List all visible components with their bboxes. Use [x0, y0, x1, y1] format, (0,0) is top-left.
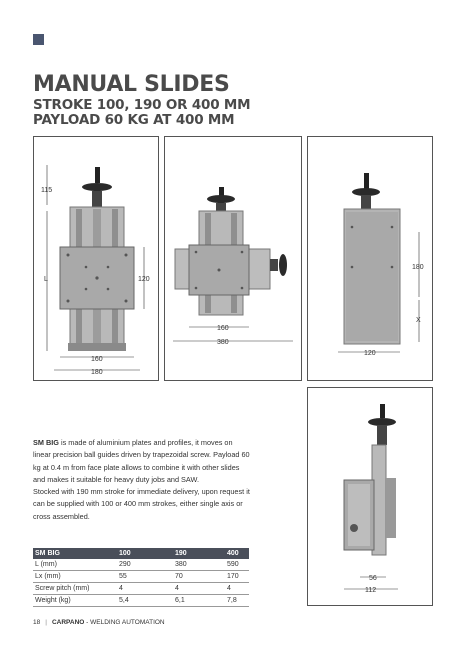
page-number: 18 [33, 619, 41, 626]
header-cell: SM BIG [33, 548, 117, 559]
cross-view-drawing [308, 388, 434, 607]
dim-right-x: X [416, 317, 421, 324]
table-cell: 170 [225, 571, 249, 583]
dim-outer-380: 380 [217, 339, 229, 346]
footer-separator: | [45, 619, 47, 626]
dim-right-120: 120 [138, 276, 150, 283]
table-cell: 380 [173, 559, 225, 571]
dim-bottom-180: 180 [91, 369, 103, 376]
description-paragraph-1 [33, 437, 251, 486]
table-cell: 4 [173, 583, 225, 595]
row-label: Weight (kg) [33, 595, 117, 607]
table-cell: 7,8 [225, 595, 249, 607]
side-view-drawing [308, 137, 434, 382]
horizontal-view-drawing [165, 137, 303, 382]
figure-side-view [307, 136, 433, 381]
page-footer [33, 619, 165, 626]
table-row [33, 583, 249, 595]
footer-section: - WELDING AUTOMATION [84, 619, 165, 626]
table-cell: 4 [117, 583, 173, 595]
product-description [33, 437, 251, 523]
header-cell: 100 [117, 548, 173, 559]
table-row [33, 595, 249, 607]
row-label: Screw pitch (mm) [33, 583, 117, 595]
dim-bottom-160: 160 [91, 356, 103, 363]
section-marker [33, 34, 44, 45]
title-stroke: STROKE 100, 190 OR 400 MM [33, 97, 251, 113]
table-cell: 5,4 [117, 595, 173, 607]
row-label: L (mm) [33, 559, 117, 571]
figure-front-view [33, 136, 159, 381]
table-row [33, 571, 249, 583]
description-text-1: is made of aluminium plates and profiles, it moves on linear precision ball guides driven by trapezoidal screw. Payload 60 kg at 0.4 m from face plate allows to combine it with other slides and makes it suitable for heavy duty jobs and SAW. [33, 438, 250, 484]
spec-table-header [33, 548, 249, 559]
table-cell: 55 [117, 571, 173, 583]
dim-left-l: L [44, 276, 48, 283]
title-payload: PAYLOAD 60 KG AT 400 MM [33, 111, 235, 128]
dim-bottom-120: 120 [364, 350, 376, 357]
description-paragraph-2: Stocked with 190 mm stroke for immediate delivery, upon request it can be supplied with 100 or 400 mm strokes, either single axis or cross assembled. [33, 487, 250, 521]
dim-top-115: 115 [41, 187, 53, 194]
spec-table [33, 548, 249, 607]
figure-horizontal-view [164, 136, 302, 381]
row-label: Lx (mm) [33, 571, 117, 583]
table-cell: 4 [225, 583, 249, 595]
product-name: SM BIG [33, 438, 59, 447]
dim-right-180: 180 [412, 264, 424, 271]
table-cell: 6,1 [173, 595, 225, 607]
table-row [33, 559, 249, 571]
table-cell: 290 [117, 559, 173, 571]
table-cell: 590 [225, 559, 249, 571]
dim-inner-56: 56 [369, 575, 377, 582]
title-main: MANUAL SLIDES [33, 72, 230, 97]
table-cell: 70 [173, 571, 225, 583]
footer-brand: CARPANO [51, 619, 85, 626]
figure-cross-view [307, 387, 433, 606]
page-title [33, 74, 250, 127]
front-view-drawing [34, 137, 160, 382]
header-cell: 400 [225, 548, 249, 559]
header-cell: 190 [173, 548, 225, 559]
dim-outer-112: 112 [365, 587, 377, 594]
dim-inner-160: 160 [217, 325, 229, 332]
